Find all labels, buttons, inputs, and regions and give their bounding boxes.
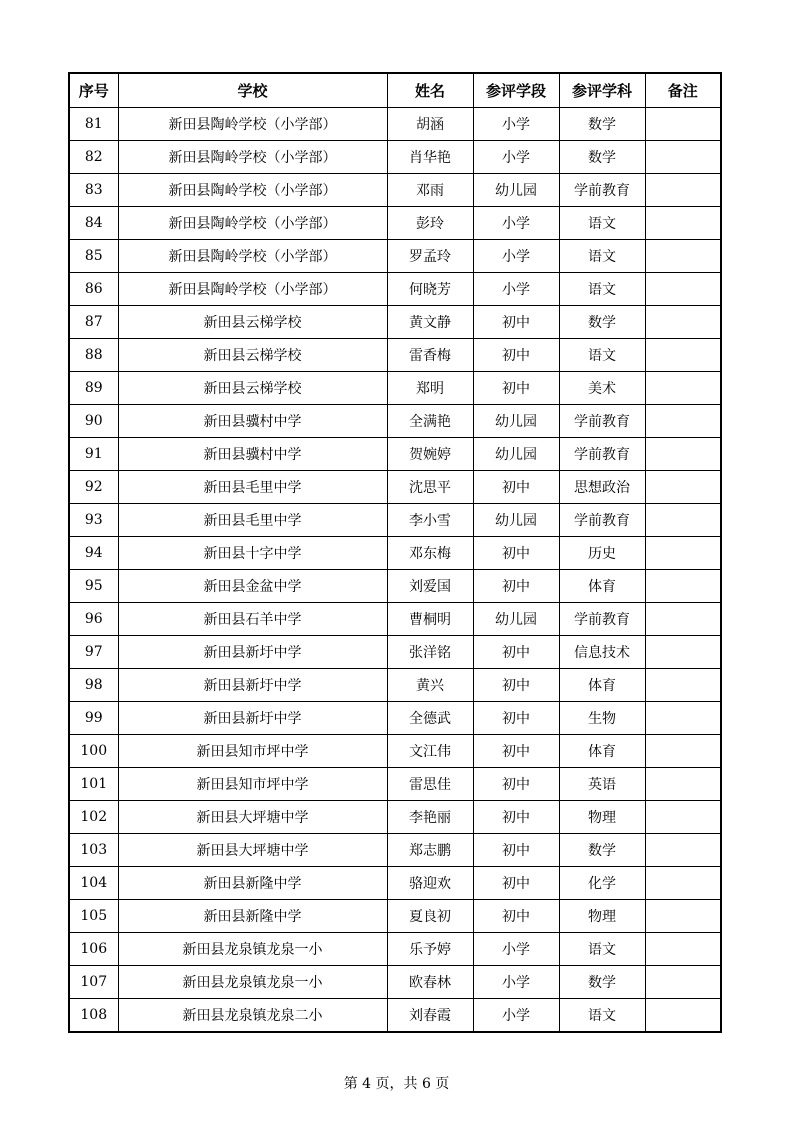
cell-stage: 幼儿园 bbox=[473, 504, 559, 537]
page-footer: 第 4 页，共 6 页 bbox=[343, 1076, 450, 1092]
cell-name: 郑志鹏 bbox=[387, 834, 473, 867]
cell-stage: 小学 bbox=[473, 108, 559, 141]
cell-stage: 幼儿园 bbox=[473, 438, 559, 471]
cell-index: 105 bbox=[69, 900, 118, 933]
cell-stage: 初中 bbox=[473, 801, 559, 834]
cell-school: 新田县陶岭学校（小学部） bbox=[118, 141, 387, 174]
cell-remarks bbox=[645, 603, 721, 636]
cell-index: 107 bbox=[69, 966, 118, 999]
cell-stage: 初中 bbox=[473, 471, 559, 504]
cell-stage: 小学 bbox=[473, 273, 559, 306]
cell-index: 106 bbox=[69, 933, 118, 966]
cell-school: 新田县龙泉镇龙泉一小 bbox=[118, 933, 387, 966]
cell-stage: 初中 bbox=[473, 537, 559, 570]
cell-subject: 语文 bbox=[559, 273, 645, 306]
cell-school: 新田县陶岭学校（小学部） bbox=[118, 273, 387, 306]
cell-index: 99 bbox=[69, 702, 118, 735]
cell-remarks bbox=[645, 141, 721, 174]
cell-remarks bbox=[645, 999, 721, 1033]
cell-name: 罗孟玲 bbox=[387, 240, 473, 273]
cell-remarks bbox=[645, 768, 721, 801]
cell-school: 新田县大坪塘中学 bbox=[118, 801, 387, 834]
cell-name: 张洋铭 bbox=[387, 636, 473, 669]
table-row bbox=[69, 537, 721, 570]
cell-index: 96 bbox=[69, 603, 118, 636]
cell-subject: 物理 bbox=[559, 900, 645, 933]
cell-stage: 小学 bbox=[473, 999, 559, 1033]
cell-subject: 英语 bbox=[559, 768, 645, 801]
cell-remarks bbox=[645, 834, 721, 867]
cell-name: 骆迎欢 bbox=[387, 867, 473, 900]
cell-school: 新田县石羊中学 bbox=[118, 603, 387, 636]
cell-name: 黄兴 bbox=[387, 669, 473, 702]
cell-stage: 初中 bbox=[473, 702, 559, 735]
table-row bbox=[69, 273, 721, 306]
cell-school: 新田县新隆中学 bbox=[118, 867, 387, 900]
cell-remarks bbox=[645, 735, 721, 768]
cell-remarks bbox=[645, 438, 721, 471]
cell-name: 沈思平 bbox=[387, 471, 473, 504]
cell-subject: 思想政治 bbox=[559, 471, 645, 504]
cell-name: 刘爱国 bbox=[387, 570, 473, 603]
cell-index: 94 bbox=[69, 537, 118, 570]
table-body bbox=[69, 108, 721, 1033]
cell-index: 97 bbox=[69, 636, 118, 669]
cell-name: 肖华艳 bbox=[387, 141, 473, 174]
cell-subject: 学前教育 bbox=[559, 603, 645, 636]
cell-school: 新田县陶岭学校（小学部） bbox=[118, 240, 387, 273]
cell-remarks bbox=[645, 273, 721, 306]
cell-remarks bbox=[645, 108, 721, 141]
cell-school: 新田县新圩中学 bbox=[118, 669, 387, 702]
cell-stage: 初中 bbox=[473, 768, 559, 801]
cell-remarks bbox=[645, 306, 721, 339]
cell-index: 81 bbox=[69, 108, 118, 141]
cell-name: 刘春霞 bbox=[387, 999, 473, 1033]
cell-remarks bbox=[645, 867, 721, 900]
cell-school: 新田县陶岭学校（小学部） bbox=[118, 207, 387, 240]
table-row bbox=[69, 966, 721, 999]
cell-school: 新田县毛里中学 bbox=[118, 504, 387, 537]
header-subject: 参评学科 bbox=[559, 73, 645, 108]
cell-stage: 初中 bbox=[473, 372, 559, 405]
table-row bbox=[69, 768, 721, 801]
table-row bbox=[69, 669, 721, 702]
cell-stage: 幼儿园 bbox=[473, 174, 559, 207]
table-row bbox=[69, 372, 721, 405]
table-row bbox=[69, 438, 721, 471]
cell-school: 新田县云梯学校 bbox=[118, 372, 387, 405]
cell-name: 雷香梅 bbox=[387, 339, 473, 372]
table-row bbox=[69, 240, 721, 273]
cell-remarks bbox=[645, 933, 721, 966]
cell-name: 曹桐明 bbox=[387, 603, 473, 636]
cell-school: 新田县新圩中学 bbox=[118, 636, 387, 669]
table-row bbox=[69, 702, 721, 735]
cell-stage: 初中 bbox=[473, 669, 559, 702]
cell-stage: 初中 bbox=[473, 735, 559, 768]
cell-remarks bbox=[645, 801, 721, 834]
cell-remarks bbox=[645, 966, 721, 999]
table-row bbox=[69, 405, 721, 438]
cell-subject: 体育 bbox=[559, 570, 645, 603]
table-row bbox=[69, 339, 721, 372]
cell-stage: 初中 bbox=[473, 867, 559, 900]
cell-stage: 小学 bbox=[473, 240, 559, 273]
cell-name: 胡涵 bbox=[387, 108, 473, 141]
table-row bbox=[69, 834, 721, 867]
table-row bbox=[69, 504, 721, 537]
cell-stage: 幼儿园 bbox=[473, 603, 559, 636]
cell-remarks bbox=[645, 240, 721, 273]
cell-index: 104 bbox=[69, 867, 118, 900]
cell-remarks bbox=[645, 174, 721, 207]
cell-name: 郑明 bbox=[387, 372, 473, 405]
table-row bbox=[69, 603, 721, 636]
cell-name: 乐予婷 bbox=[387, 933, 473, 966]
cell-index: 87 bbox=[69, 306, 118, 339]
cell-subject: 语文 bbox=[559, 999, 645, 1033]
cell-index: 93 bbox=[69, 504, 118, 537]
cell-subject: 数学 bbox=[559, 306, 645, 339]
cell-subject: 生物 bbox=[559, 702, 645, 735]
cell-subject: 物理 bbox=[559, 801, 645, 834]
cell-index: 100 bbox=[69, 735, 118, 768]
cell-index: 86 bbox=[69, 273, 118, 306]
roster-table bbox=[68, 72, 722, 1033]
cell-school: 新田县大坪塘中学 bbox=[118, 834, 387, 867]
cell-name: 邓东梅 bbox=[387, 537, 473, 570]
cell-school: 新田县骥村中学 bbox=[118, 438, 387, 471]
cell-name: 全德武 bbox=[387, 702, 473, 735]
cell-school: 新田县新圩中学 bbox=[118, 702, 387, 735]
cell-name: 夏良初 bbox=[387, 900, 473, 933]
header-stage: 参评学段 bbox=[473, 73, 559, 108]
cell-remarks bbox=[645, 339, 721, 372]
table-row bbox=[69, 933, 721, 966]
cell-school: 新田县骥村中学 bbox=[118, 405, 387, 438]
cell-name: 雷思佳 bbox=[387, 768, 473, 801]
cell-subject: 语文 bbox=[559, 207, 645, 240]
cell-subject: 数学 bbox=[559, 108, 645, 141]
cell-remarks bbox=[645, 570, 721, 603]
cell-school: 新田县知市坪中学 bbox=[118, 768, 387, 801]
cell-school: 新田县金盆中学 bbox=[118, 570, 387, 603]
cell-index: 103 bbox=[69, 834, 118, 867]
cell-name: 贺婉婷 bbox=[387, 438, 473, 471]
cell-subject: 数学 bbox=[559, 966, 645, 999]
cell-subject: 数学 bbox=[559, 834, 645, 867]
cell-remarks bbox=[645, 207, 721, 240]
cell-subject: 信息技术 bbox=[559, 636, 645, 669]
table-header-row bbox=[69, 73, 721, 108]
cell-remarks bbox=[645, 900, 721, 933]
cell-index: 84 bbox=[69, 207, 118, 240]
cell-subject: 学前教育 bbox=[559, 405, 645, 438]
cell-subject: 语文 bbox=[559, 240, 645, 273]
cell-remarks bbox=[645, 636, 721, 669]
cell-index: 90 bbox=[69, 405, 118, 438]
cell-school: 新田县龙泉镇龙泉一小 bbox=[118, 966, 387, 999]
cell-subject: 学前教育 bbox=[559, 438, 645, 471]
table-row bbox=[69, 735, 721, 768]
header-index: 序号 bbox=[69, 73, 118, 108]
cell-name: 彭玲 bbox=[387, 207, 473, 240]
cell-stage: 初中 bbox=[473, 900, 559, 933]
table-row bbox=[69, 636, 721, 669]
cell-school: 新田县毛里中学 bbox=[118, 471, 387, 504]
cell-index: 82 bbox=[69, 141, 118, 174]
cell-subject: 学前教育 bbox=[559, 174, 645, 207]
table-row bbox=[69, 174, 721, 207]
cell-index: 83 bbox=[69, 174, 118, 207]
cell-stage: 初中 bbox=[473, 339, 559, 372]
cell-remarks bbox=[645, 504, 721, 537]
cell-index: 91 bbox=[69, 438, 118, 471]
table-row bbox=[69, 801, 721, 834]
cell-name: 欧春林 bbox=[387, 966, 473, 999]
cell-subject: 语文 bbox=[559, 933, 645, 966]
cell-stage: 小学 bbox=[473, 933, 559, 966]
cell-name: 邓雨 bbox=[387, 174, 473, 207]
header-name: 姓名 bbox=[387, 73, 473, 108]
cell-school: 新田县知市坪中学 bbox=[118, 735, 387, 768]
cell-stage: 初中 bbox=[473, 636, 559, 669]
table-row bbox=[69, 570, 721, 603]
cell-name: 文江伟 bbox=[387, 735, 473, 768]
cell-stage: 幼儿园 bbox=[473, 405, 559, 438]
table-row bbox=[69, 999, 721, 1033]
cell-stage: 初中 bbox=[473, 306, 559, 339]
table-row bbox=[69, 900, 721, 933]
cell-remarks bbox=[645, 405, 721, 438]
cell-school: 新田县十字中学 bbox=[118, 537, 387, 570]
table-row bbox=[69, 306, 721, 339]
cell-index: 108 bbox=[69, 999, 118, 1033]
cell-school: 新田县陶岭学校（小学部） bbox=[118, 174, 387, 207]
cell-school: 新田县云梯学校 bbox=[118, 306, 387, 339]
cell-index: 102 bbox=[69, 801, 118, 834]
header-remarks: 备注 bbox=[645, 73, 721, 108]
table-row bbox=[69, 471, 721, 504]
header-school: 学校 bbox=[118, 73, 387, 108]
cell-index: 85 bbox=[69, 240, 118, 273]
cell-index: 98 bbox=[69, 669, 118, 702]
cell-subject: 美术 bbox=[559, 372, 645, 405]
table-row bbox=[69, 867, 721, 900]
cell-name: 李小雪 bbox=[387, 504, 473, 537]
table-row bbox=[69, 108, 721, 141]
cell-name: 李艳丽 bbox=[387, 801, 473, 834]
cell-index: 101 bbox=[69, 768, 118, 801]
cell-school: 新田县陶岭学校（小学部） bbox=[118, 108, 387, 141]
cell-subject: 体育 bbox=[559, 669, 645, 702]
cell-remarks bbox=[645, 702, 721, 735]
cell-name: 全满艳 bbox=[387, 405, 473, 438]
cell-school: 新田县龙泉镇龙泉二小 bbox=[118, 999, 387, 1033]
table-row bbox=[69, 207, 721, 240]
cell-stage: 小学 bbox=[473, 207, 559, 240]
cell-remarks bbox=[645, 372, 721, 405]
cell-index: 89 bbox=[69, 372, 118, 405]
cell-subject: 语文 bbox=[559, 339, 645, 372]
cell-school: 新田县新隆中学 bbox=[118, 900, 387, 933]
table-row bbox=[69, 141, 721, 174]
cell-index: 92 bbox=[69, 471, 118, 504]
cell-stage: 小学 bbox=[473, 141, 559, 174]
cell-stage: 初中 bbox=[473, 570, 559, 603]
cell-name: 何晓芳 bbox=[387, 273, 473, 306]
cell-subject: 数学 bbox=[559, 141, 645, 174]
cell-name: 黄文静 bbox=[387, 306, 473, 339]
cell-subject: 体育 bbox=[559, 735, 645, 768]
cell-remarks bbox=[645, 669, 721, 702]
cell-school: 新田县云梯学校 bbox=[118, 339, 387, 372]
cell-subject: 学前教育 bbox=[559, 504, 645, 537]
cell-index: 88 bbox=[69, 339, 118, 372]
cell-subject: 历史 bbox=[559, 537, 645, 570]
cell-stage: 小学 bbox=[473, 966, 559, 999]
cell-remarks bbox=[645, 471, 721, 504]
cell-subject: 化学 bbox=[559, 867, 645, 900]
cell-stage: 初中 bbox=[473, 834, 559, 867]
cell-index: 95 bbox=[69, 570, 118, 603]
cell-remarks bbox=[645, 537, 721, 570]
